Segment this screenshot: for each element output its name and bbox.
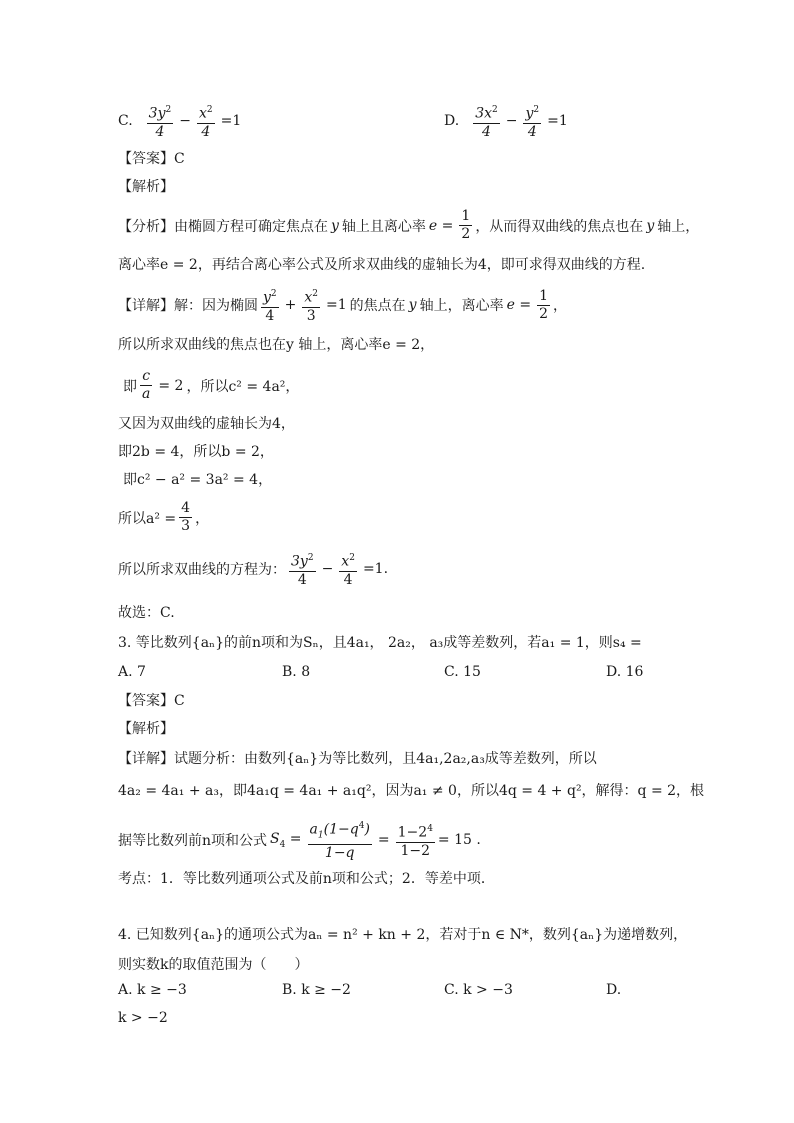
q4-option-b: B. k ≥ −2 [282,982,351,998]
q2-fenxi-line2: 离心率e = 2，再结合离心率公式及所求双曲线的虚轴长为4，即可求得双曲线的方程. [118,257,646,273]
q3-kaodian: 考点：1．等比数列通项公式及前n项和公式；2．等差中项． [118,871,495,887]
q4-option-a: A. k ≥ −3 [118,982,187,998]
q2-xj-frac1: $\frac{y^2}{4}$ [261,286,279,325]
q2-option-d-frac1: $\frac{3x^2}{4}$ [473,102,500,141]
q2-xj-text3: 轴上，离心率 [419,298,504,315]
q3-stem: 3. 等比数列{aₙ}的前n项和为Sₙ，且4a₁， 2a₂， a₃成等差数列，若a₁ = 1，则s₄ = [118,635,642,651]
q4-option-c: C. k > −3 [444,982,513,998]
q2-xj-text2: 的焦点在 [349,298,406,315]
q2-xj-line7: 所以a² = $\frac{4}{3}$ ， [118,500,210,534]
q2-option-c-frac2: $\frac{x^2}{4}$ [197,102,215,141]
q2-xj-line4: 又因为双曲线的虚轴长为4， [118,416,295,432]
q3-sum-frac2: $\frac{1-2^4}{1-2}$ [396,821,435,860]
q3-sum-frac1: $\frac{a_1(1-q^4)}{1-q}$ [308,818,372,862]
q2-xj-line6: 即c² − a² = 3a² = 4， [123,472,273,488]
q4-stem-line1: 4. 已知数列{aₙ}的通项公式为aₙ = n² + kn + 2，若对于n ∈ N*，数列{aₙ}为递增数列， [118,927,688,943]
q2-xj-line3a: 即 [123,378,137,395]
q3-option-c: C. 15 [444,664,481,680]
q2-xj-line8-text: 所以所求双曲线的方程为： [118,562,286,579]
q4-option-d-value: k > −2 [118,1010,168,1026]
q2-choose: 故选：C. [118,605,175,621]
q4-stem-line2: 则实数k的取值范围为（ ） [118,957,309,973]
q2-fenxi-text4: 轴上， [657,218,700,235]
q2-option-d-label: D. [444,113,460,130]
q2-analysis-tag: 【解析】 [118,179,174,195]
q2-xj-line2: 所以所求双曲线的焦点也在y 轴上，离心率e = 2， [118,337,435,353]
q3-detail-line3: 据等比数列前n项和公式 $S_4$ = $\frac{a_1(1-q^4)}{1-q}$ = $\frac{1-2^4}{1-2}$ = 15 . [118,818,694,862]
q4-option-d: D. [606,982,622,998]
q3-option-b: B. 8 [282,664,311,680]
q3-answer: 【答案】C [118,693,185,709]
q2-fenxi-text3: ，从而得双曲线的焦点也在 [475,218,644,235]
q2-option-c-label: C. [118,113,133,130]
q3-option-a: A. 7 [118,664,146,680]
q2-xj-frac2: $\frac{x^2}{3}$ [302,286,320,325]
q2-option-c-frac1: $\frac{3y^2}{4}$ [147,102,174,141]
q2-xj-frac-43: $\frac{4}{3}$ [181,500,191,534]
q3-detail-line3b: = 15 . [437,832,481,849]
q3-detail-line2: 4a₂ = 4a₁ + a₃，即4a₁q = 4a₁ + a₁q²，因为a₁ ≠ 0，所以4q = 4 + q²，解得：q = 2，根 [118,783,705,799]
q2-xj-line3b: ，所以c² = 4a²， [186,378,300,395]
q2-xj-line8: 所以所求双曲线的方程为： $\frac{3y^2}{4}$ − $\frac{x^2}{4}$ =1. [118,550,694,589]
q2-xj-line7-text: 所以a² = [118,510,177,527]
q2-fenxi-line1: 【分析】 由椭圆方程可确定焦点在 y 轴上且离心率 e = $\frac{1}{2}$ ，从而得双曲线的焦点也在 y 轴上， [118,208,700,242]
q2-option-c: C. $\frac{3y^2}{4}$ − $\frac{x^2}{4}$ =1 [118,102,244,141]
q2-xj-ans-frac1: $\frac{3y^2}{4}$ [289,550,316,589]
q2-xj-line3: 即 $\frac{c}{a}$ = 2 ，所以c² = 4a²， [123,368,300,402]
q2-xj-text1: 解：因为椭圆 [174,298,258,315]
q2-xiangjie-line1: 【详解】 解：因为椭圆 $\frac{y^2}{4}$ + $\frac{x^2}{3}$ =1 的焦点在 y 轴上，离心率 e = $\frac{1}{2}$ ， [118,287,567,324]
q2-xj-line5: 即2b = 4，所以b = 2， [118,444,274,460]
q2-answer: 【答案】C [118,151,185,167]
q2-xiangjie-tag: 【详解】 [118,298,174,315]
q3-detail-line1: 【详解】试题分析：由数列{aₙ}为等比数列，且4a₁,2a₂,a₃成等差数列，所以 [118,751,597,767]
q2-xj-ans-frac2: $\frac{x^2}{4}$ [339,550,357,589]
q3-option-d: D. 16 [606,664,644,680]
q2-fenxi-text2: 轴上且离心率 [341,218,426,235]
q2-xj-frac-ca: $\frac{c}{a}$ [142,368,151,402]
q2-fenxi-text1: 由椭圆方程可确定焦点在 [174,218,328,235]
q2-fenxi-tag: 【分析】 [118,218,174,235]
q2-xj-frac3: $\frac{1}{2}$ [539,287,548,322]
q3-analysis-tag: 【解析】 [118,721,174,737]
q2-option-d-frac2: $\frac{y^2}{4}$ [523,102,541,141]
q2-fenxi-frac: $\frac{1}{2}$ [461,208,471,242]
q3-detail-line3a: 据等比数列前n项和公式 [118,833,268,850]
q2-option-d: D. $\frac{3x^2}{4}$ − $\frac{y^2}{4}$ =1 [444,102,571,141]
